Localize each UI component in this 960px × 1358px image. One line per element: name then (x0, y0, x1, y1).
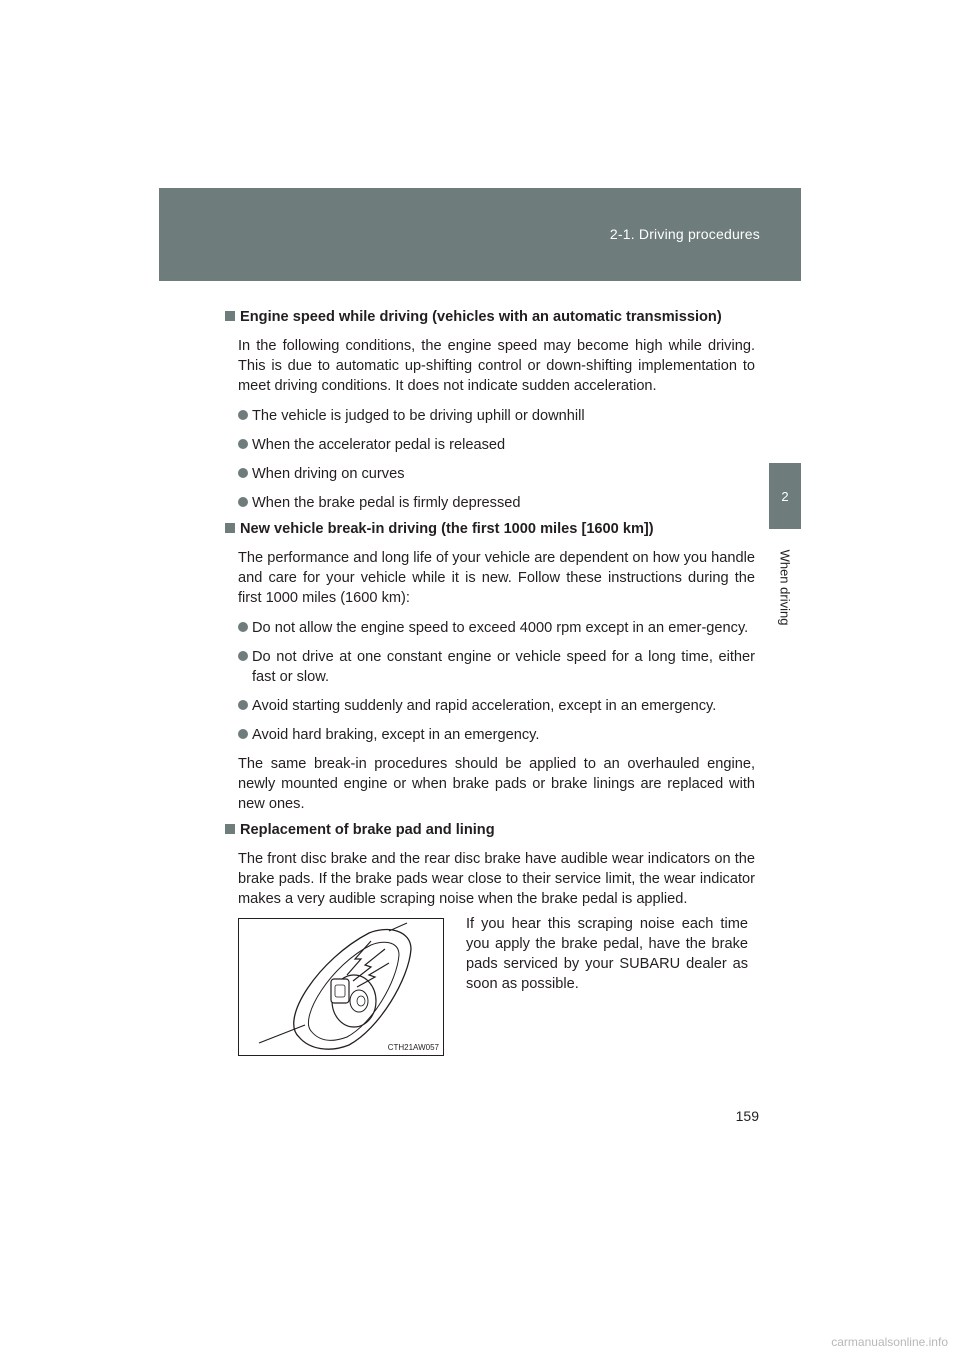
section-heading-brake-pad: Replacement of brake pad and lining (225, 820, 755, 840)
chapter-label: When driving (777, 549, 793, 626)
list-item: Avoid starting suddenly and rapid acceleration, except in an emergency. (238, 696, 755, 716)
paragraph: The performance and long life of your vehicle are dependent on how you handle and care for your vehicle while it is new. Follow these instructions during the first 1000 miles (1600 km): (238, 550, 755, 606)
paragraph: In the following conditions, the engine speed may become high while driving. This is due to automatic up-shifting control or down-shifting implementation to meet driving conditions. It does not indicate sudden acceleration. (238, 338, 755, 394)
list-item: The vehicle is judged to be driving uphill or downhill (238, 406, 755, 426)
circle-bullet-icon (238, 651, 248, 661)
list-item: Avoid hard braking, except in an emergency. (238, 725, 755, 745)
square-bullet-icon (225, 311, 235, 321)
circle-bullet-icon (238, 410, 248, 420)
chapter-tab (769, 463, 801, 529)
circle-bullet-icon (238, 700, 248, 710)
brake-disc-icon (239, 919, 443, 1055)
brake-illustration (238, 918, 444, 1056)
list-item: When the brake pedal is firmly depressed (238, 493, 755, 513)
circle-bullet-icon (238, 439, 248, 449)
list-item: Do not drive at one constant engine or vehicle speed for a long time, either fast or slow. (238, 647, 755, 687)
section-heading-engine-speed: Engine speed while driving (vehicles with an automatic transmission) (225, 307, 755, 327)
square-bullet-icon (225, 824, 235, 834)
watermark: carmanualsonline.info (831, 1335, 948, 1349)
page-number: 159 (735, 1108, 759, 1124)
section-title: 2-1. Driving procedures (609, 226, 760, 242)
paragraph: The same break-in procedures should be applied to an overhauled engine, newly mounted engine or when brake pads or brake linings are replaced with new ones. (238, 756, 755, 812)
paragraph: The front disc brake and the rear disc brake have audible wear indicators on the brake pads. If the brake pads wear close to their service limit, the wear indicator makes a very audible scraping noise when the brake pedal is applied. (238, 851, 755, 907)
circle-bullet-icon (238, 729, 248, 739)
list-item: Do not allow the engine speed to exceed 4000 rpm except in an emer-gency. (238, 618, 755, 638)
circle-bullet-icon (238, 468, 248, 478)
circle-bullet-icon (238, 622, 248, 632)
main-content (225, 307, 755, 919)
list-item: When driving on curves (238, 464, 755, 484)
figure-code: CTH21AW057 (387, 1043, 439, 1052)
section-heading-break-in: New vehicle break-in driving (the first 1000 miles [1600 km]) (225, 519, 755, 539)
square-bullet-icon (225, 523, 235, 533)
list-item: When the accelerator pedal is released (238, 435, 755, 455)
chapter-number: 2 (781, 488, 789, 504)
figure-caption: If you hear this scraping noise each time you apply the brake pedal, have the brake pads serviced by your SUBARU dealer as soon as possible. (466, 916, 748, 992)
circle-bullet-icon (238, 497, 248, 507)
